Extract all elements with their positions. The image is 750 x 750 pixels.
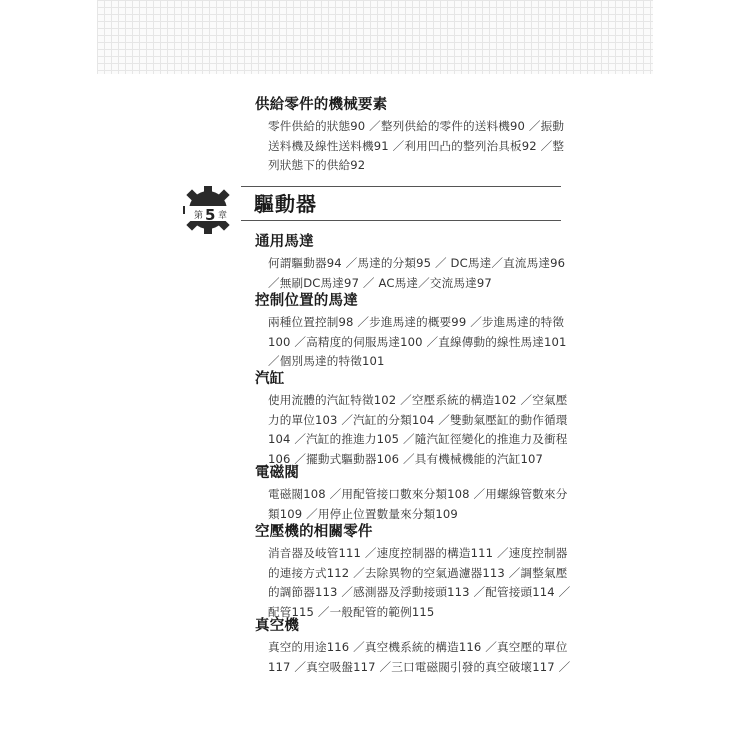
section-title: 供給零件的機械要素	[255, 97, 388, 113]
entry-line: ／個別馬達的特徵101	[268, 354, 385, 368]
chapter-title: 驅動器	[254, 192, 317, 216]
chapter-rule-top	[241, 186, 561, 187]
section-title: 真空機	[255, 618, 300, 634]
chapter-heading	[178, 184, 561, 236]
entry-line: 列狀態下的供給92	[268, 158, 366, 172]
section-entries	[268, 313, 567, 372]
section-entries	[268, 638, 571, 677]
section-title: 通用馬達	[255, 234, 314, 250]
section-title: 控制位置的馬達	[255, 293, 358, 309]
section-entries	[268, 117, 567, 176]
chapter-number: 5	[205, 206, 216, 224]
chapter-prefix: 第	[194, 211, 204, 221]
grid-paper-band	[97, 0, 653, 74]
toc-section-intro	[255, 96, 567, 176]
toc-section	[255, 523, 571, 622]
entry-line: 兩種位置控制98 ／步進馬達的概要99 ／步進馬達的特徵	[268, 315, 565, 329]
gear-icon	[178, 184, 240, 236]
entry-line: 106 ／擺動式驅動器106 ／具有機械機能的汽缸107	[268, 451, 544, 466]
chapter-suffix: 章	[218, 211, 228, 221]
toc-section	[255, 292, 567, 372]
entry-line: 何謂驅動器94 ／馬達的分類95 ／ DC馬達／直流馬達96	[268, 256, 566, 270]
entry-line: 104 ／汽缸的推進力105 ／隨汽缸徑變化的推進力及衝程	[268, 432, 568, 446]
entry-line: 消音器及岐管111 ／速度控制器的構造111 ／速度控制器	[268, 546, 568, 560]
section-entries	[268, 485, 567, 524]
entry-line: 配管115 ／一般配管的範例115	[268, 604, 435, 619]
section-entries	[268, 254, 567, 293]
entry-line: 100 ／高精度的伺服馬達100 ／直線傳動的線性馬達101	[268, 334, 567, 349]
section-title: 電磁閥	[255, 465, 300, 481]
toc-section	[255, 233, 567, 293]
chapter-rule-bottom	[241, 220, 561, 221]
entry-line: 117 ／真空吸盤117 ／三口電磁閥引發的真空破壞117 ／	[268, 659, 571, 674]
section-title: 汽缸	[255, 371, 285, 387]
entry-line: 電磁閥108 ／用配管接口數來分類108 ／用螺線管數來分	[268, 487, 568, 501]
entry-line: 送料機及線性送料機91 ／利用凹凸的整列治具板92 ／整	[268, 138, 565, 153]
entry-line: 零件供給的狀態90 ／整列供給的零件的送料機90 ／振動	[268, 119, 565, 133]
toc-section	[255, 464, 567, 524]
entry-line: 力的單位103 ／汽缸的分類104 ／雙動氣壓缸的動作循環	[268, 412, 568, 427]
entry-line: 的連接方式112 ／去除異物的空氣過濾器113 ／調整氣壓	[268, 565, 568, 580]
section-entries	[268, 544, 571, 622]
toc-section	[255, 370, 567, 469]
entry-line: 類109 ／用停止位置數量來分類109	[268, 506, 458, 521]
entry-line: ／無刷DC馬達97 ／ AC馬達／交流馬達97	[268, 275, 492, 290]
toc-section	[255, 617, 571, 677]
entry-line: 的調節器113 ／感測器及浮動接頭113 ／配管接頭114 ／	[268, 585, 571, 599]
entry-line: 真空的用途116 ／真空機系統的構造116 ／真空壓的單位	[268, 640, 568, 654]
section-title: 空壓機的相關零件	[255, 524, 373, 540]
section-entries	[268, 391, 567, 469]
entry-line: 使用流體的汽缸特徵102 ／空壓系統的構造102 ／空氣壓	[268, 393, 568, 407]
